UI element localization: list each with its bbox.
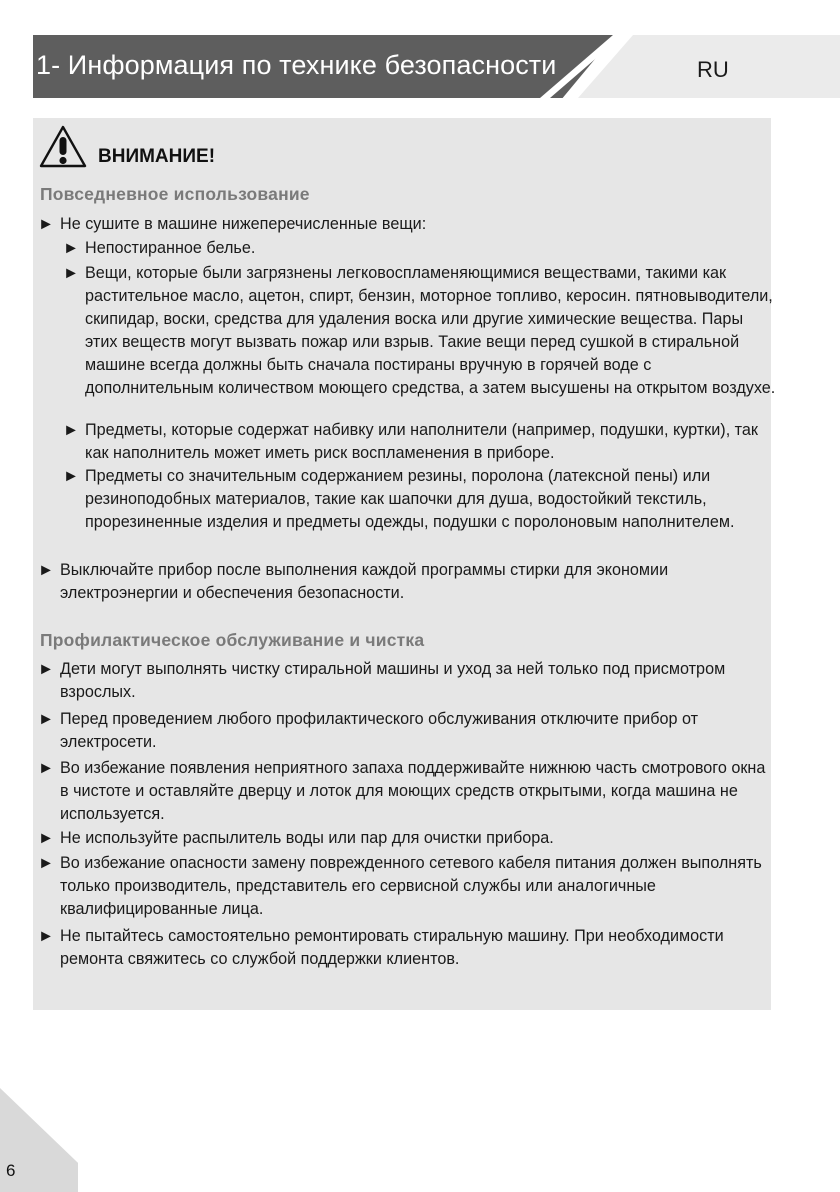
list-subitem-text: Предметы со значительным содержанием резины, поролона (латексной пены) или резиноподобных материалов, такие как шапочки для душа, водостойкий текстиль, прорезиненные изделия и предметы одежды, подушки с поролоновым наполнителем. [85, 467, 735, 531]
page-title: 1- Информация по технике безопасности [36, 50, 557, 80]
list-item [38, 658, 778, 704]
list-item [38, 852, 778, 921]
bullet-arrow-icon: ► [63, 467, 80, 485]
bullet-arrow-icon: ► [63, 264, 80, 282]
bullet-arrow-icon: ► [38, 215, 55, 233]
section-heading-daily-use: Повседневное использование [40, 184, 310, 204]
list-subitem [63, 419, 778, 465]
bullet-arrow-icon: ► [38, 829, 55, 847]
page-number: 6 [6, 1161, 16, 1180]
section-heading-maintenance: Профилактическое обслуживание и чистка [40, 630, 425, 650]
list-subitem-text: Предметы, которые содержат набивку или наполнители (например, подушки, куртки), так как наполнитель может иметь риск воспламенения в приборе. [85, 421, 759, 462]
bullet-arrow-icon: ► [38, 759, 55, 777]
list-item-text: Не используйте распылитель воды или пар для очистки прибора. [60, 829, 554, 847]
list-subitem [63, 465, 778, 534]
list-item [38, 559, 778, 605]
bullet-arrow-icon: ► [63, 239, 80, 257]
list-item-text: Дети могут выполнять чистку стиральной машины и уход за ней только под присмотром взрослых. [60, 660, 726, 701]
list-item-text: Выключайте прибор после выполнения каждой программы стирки для экономии электроэнергии и обеспечения безопасности. [60, 561, 669, 602]
warning-triangle-icon [38, 124, 88, 170]
bullet-arrow-icon: ► [38, 710, 55, 728]
list-subitem-text: Непостиранное белье. [85, 239, 256, 257]
list-item [38, 925, 778, 971]
list-item [38, 708, 778, 754]
list-subitem [63, 237, 778, 260]
language-label: RU [697, 57, 729, 82]
list-item [38, 757, 778, 826]
bullet-arrow-icon: ► [38, 660, 55, 678]
list-item [38, 827, 778, 850]
warning-title: ВНИМАНИЕ! [98, 146, 216, 167]
list-subitem [63, 262, 778, 400]
list-item-text: Во избежание появления неприятного запаха поддерживайте нижнюю часть смотрового окна в чистоте и оставляйте дверцу и лоток для моющих средств открытыми, когда машина не используется. [60, 759, 766, 823]
list-subitem-text: Вещи, которые были загрязнены легковоспламеняющимися веществами, такими как растительное масло, ацетон, спирт, бензин, моторное топливо, керосин. пятновыводители, скипидар, воски, средства для удаления воска или другие химические вещества. Пары этих веществ могут вызвать пожар или взрыв. Такие вещи перед сушкой в стиральной машине всегда должны быть сначала постираны вручную в горячей воде с дополнительным количеством моющего средства, а затем высушены на открытом воздухе. [85, 264, 776, 397]
bullet-arrow-icon: ► [63, 421, 80, 439]
bullet-arrow-icon: ► [38, 927, 55, 945]
bullet-arrow-icon: ► [38, 561, 55, 579]
list-item-text: Не пытайтесь самостоятельно ремонтировать стиральную машину. При необходимости ремонта свяжитесь со службой поддержки клиентов. [60, 927, 724, 968]
list-item-text: Не сушите в машине нижеперечисленные вещи: [60, 215, 427, 233]
list-item-text: Во избежание опасности замену поврежденного сетевого кабеля питания должен выполнять только производитель, представитель его сервисной службы или аналогичные квалифицированные лица. [60, 854, 762, 918]
bullet-arrow-icon: ► [38, 854, 55, 872]
list-item [38, 213, 778, 236]
list-item-text: Перед проведением любого профилактического обслуживания отключите прибор от электросети. [60, 710, 699, 751]
